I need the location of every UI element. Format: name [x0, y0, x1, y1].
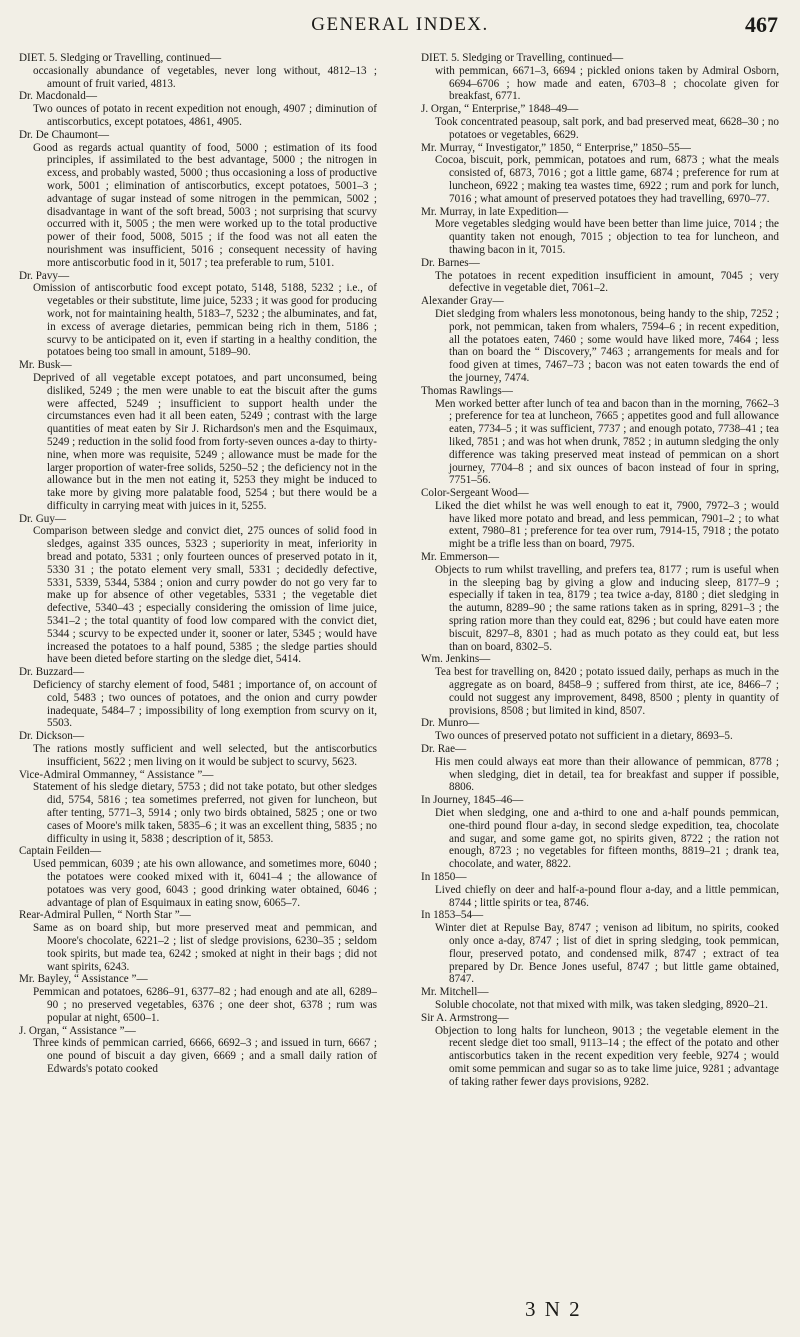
index-entry: The rations mostly sufficient and well selected, but the antiscorbutics insufficient, 5622 ; men living on it would be subject to scurvy, 5623.	[33, 743, 377, 768]
index-entry: Same as on board ship, but more preserved meat and pemmican, and Moore's chocolate, 6221–2 ; list of sledge provisions, 6230–35 ; seldom took spirits, but made tea, 6242 ; smoked at night in their bags ; did not want spirits, 6243.	[33, 922, 377, 973]
witness-name: Dr. Dickson—	[19, 730, 84, 743]
index-entry: Objects to rum whilst travelling, and prefers tea, 8177 ; rum is useful when in the sleeping bag by giving a glow and inducing sleep, 8177–9 ; especially if taken in tea, 8179 ; tea twice a-day, 8180 ; diet sledging in the autumn, 8289–90 ; the same rations taken as in spring, 8291–3 ; the spring ration more than they could eat, 8296 ; but could have eaten more biscuit, 8297–8, 8301 ; had as much potato as they could eat, but less than on board, 8302–5.	[435, 563, 779, 653]
left-column	[19, 52, 377, 1076]
witness-name: In 1850—	[421, 871, 467, 883]
witness-name: Vice-Admiral Ommanney, “ Assistance ”—	[19, 768, 214, 781]
witness-name: Dr. Pavy—	[19, 269, 70, 282]
witness-name: Dr. De Chaumont—	[19, 128, 110, 141]
index-entry: Two ounces of potato in recent expedition not enough, 4907 ; diminution of antiscorbutics, except potatoes, 4861, 4905.	[33, 103, 377, 128]
witness-name: Thomas Rawlings—	[421, 384, 513, 397]
witness-name: Dr. Barnes—	[421, 256, 480, 269]
index-entry: Deprived of all vegetable except potatoes, and part unconsumed, being disliked, 5249 ; the men were unable to eat the biscuit after the gums were affected, 5249 ; insufficient to support health under the circumstances even had it all been eaten, 5249 ; contrast with the large quantities of meat eaten by Sir J. Richardson's men and the Esquimaux, 5249 ; reduction in the solid food from forty-seven ounces a-day to thirty-nine, when more was requisite, 5249 ; allowance must be made for the larger proportion of water-free solids, 5250–52 ; the deficiency not in the allowance but in the men not eating it, 5253 they might be induced to take more by giving more palatable food, 5254 ; but there would be a difficulty in carrying meat with juices in it, 5255.	[33, 371, 377, 512]
witness-name: Mr. Bayley, “ Assistance ”—	[19, 973, 148, 986]
index-entry: Good as regards actual quantity of food, 5000 ; estimation of its food principles, if assimilated to the best advantage, 5000 ; the nitrogen in excess, and probably wasted, 5000 ; thus occasioning a loss of productive work, 5001 ; elimination of antiscorbutics, except potatoes, 5001–3 ; advantage of sugar instead of some nitrogen in the pemmican, 5002 ; disadvantage in want of the soft bread, 5003 ; not surprising that scurvy occurred with it, 5005 ; the men were worked up to the total productive power of their food, 5008, 5015 ; if the food was not all eaten the nourishment was insufficient, 5016 ; consequent necessity of having more antiscorbutic food in it, 5017 ; tea preferable to rum, 5101.	[33, 141, 377, 269]
section-heading: DIET. 5. Sledging or Travelling, continued—	[421, 52, 624, 64]
index-entry: Lived chiefly on deer and half-a-pound flour a-day, and a little pemmican, 8744 ; little spirits or tea, 8746.	[435, 883, 779, 909]
index-entry: Statement of his sledge dietary, 5753 ; did not take potato, but other sledges did, 5754, 5816 ; tea sometimes preferred, not given for luncheon, but after tenting, 5771–3, 5914 ; only two birds obtained, 5825 ; one or two cases of Moore's milk taken, 5835–6 ; it was an excellent thing, 5835 ; no difficulty in using it, 5838 ; description of it, 5853.	[33, 781, 377, 845]
signature-mark: 3 N 2	[525, 1297, 582, 1321]
witness-name: In Journey, 1845–46—	[421, 794, 524, 807]
index-entry: Soluble chocolate, not that mixed with milk, was taken sledging, 8920–21.	[435, 998, 768, 1011]
index-entry: Two ounces of preserved potato not sufficient in a dietary, 8693–5.	[435, 730, 733, 743]
witness-name: Mr. Murray, in late Expedition—	[421, 205, 569, 218]
witness-name: J. Organ, “ Enterprise,” 1848–49—	[421, 103, 579, 116]
index-entry: Objection to long halts for luncheon, 9013 ; the vegetable element in the recent sledge diet too small, 9113–14 ; the effect of the potato and other antiscorbutics taken in the recent expedition very feeble, 9274 ; would omit some pemmican and sugar so as to take lime juice, 9281 ; advantage of taking rather fewer days provisions, 9282.	[435, 1024, 779, 1088]
index-entry: Three kinds of pemmican carried, 6666, 6692–3 ; and issued in turn, 6667 ; one pound of biscuit a day given, 6669 ; and a small daily ration of Edwards's potato cooked	[33, 1037, 377, 1075]
witness-name: Dr. Guy—	[19, 512, 67, 525]
index-entry: Comparison between sledge and convict diet, 275 ounces of solid food in sledges, against 335 ounces, 5323 ; superiority in meat, inferiority in bread and potato, 5331 ; only fourteen ounces of preserved potato in it, 5330 31 ; the potato element very small, 5331 ; decidedly defective, 5331, 5339, 5344, 5384 ; onion and curry powder do not go very far to make up for absence of other vegetables, 5331 ; the vegetable diet defective, 5340–43 ; especially considering the omission of lime juice, 5341–2 ; the total quantity of food low compared with the convict diet, 5344 ; scurvy to be expected under it, sooner or later, 5345 ; would have increased the potatoes to a half pound, 5385 ; the sledge parties should have been dieted before starting on the sledge diet, 5414.	[33, 525, 377, 666]
index-entry: Omission of antiscorbutic food except potato, 5148, 5188, 5232 ; i.e., of vegetables or their substitute, lime juice, 5233 ; it was good for producing work, not for maintaining health, 5183–7, 5232 ; the albuminates, and fat, in excess of average dietaries, pemmican being rich in them, 5186 ; scurvy to be anticipated on it, even if starting in a healthy condition, the potatoes being too small in amount, 5189–90.	[33, 282, 377, 359]
witness-name: Dr. Buzzard—	[19, 666, 84, 679]
running-head	[0, 12, 800, 40]
page-number: 467	[745, 12, 778, 37]
index-entry: Tea best for travelling on, 8420 ; potato issued daily, perhaps as much in the aggregate as on board, 8458–9 ; suffered from thirst, ate ice, 8466–7 ; could not suggest any improvement, 8498, 8500 ; plenty in quantity of provisions, 8508 ; but limited in kind, 8507.	[435, 666, 779, 717]
witness-name: Mr. Busk—	[19, 359, 72, 372]
witness-name: Mr. Murray, “ Investigator,” 1850, “ Enterprise,” 1850–55—	[421, 141, 691, 154]
witness-name: Dr. Munro—	[421, 717, 480, 730]
section-heading: DIET. 5. Sledging or Travelling, continued—	[19, 52, 222, 64]
witness-name: Mr. Mitchell—	[421, 986, 489, 999]
index-entry: Used pemmican, 6039 ; ate his own allowance, and sometimes more, 6040 ; the potatoes were cooked mixed with it, 6041–4 ; the allowance of potatoes was very good, 6043 ; good drinking water obtained, 6046 ; advantage of plan of Esquimaux in eating snow, 6065–7.	[33, 858, 377, 909]
index-entry: Winter diet at Repulse Bay, 8747 ; venison ad libitum, no spirits, cooked only once a-day, 8747 ; list of diet in spring sledging, took pemmican, flour, preserved potato, and condensed milk, 8747 ; extract of tea prepared by Dr. Bence Jones useful, 8747 ; but little game obtained, 8747.	[435, 922, 779, 986]
index-entry: occasionally abundance of vegetables, never long without, 4812–13 ; amount of fruit varied, 4813.	[33, 64, 377, 90]
witness-name: Wm. Jenkins—	[421, 653, 491, 666]
witness-name: Captain Feilden—	[19, 845, 101, 858]
index-entry: Deficiency of starchy element of food, 5481 ; importance of, on account of cold, 5483 ; two ounces of potatoes, and the onion and curry powder inadequate, 5484–7 ; impossibility of long exemption from scurvy on it, 5503.	[33, 679, 377, 730]
witness-name: Dr. Rae—	[421, 743, 467, 756]
witness-name: Dr. Macdonald—	[19, 90, 97, 103]
right-column	[421, 52, 779, 1089]
index-entry: More vegetables sledging would have been better than lime juice, 7014 ; the quantity taken not enough, 7015 ; objection to tea for luncheon, and thawing bacon in it, 7015.	[435, 218, 779, 256]
index-entry: Pemmican and potatoes, 6286–91, 6377–82 ; had enough and ate all, 6289–90 ; no preserved vegetables, 6376 ; one deer shot, 6378 ; rum was popular at night, 6500–1.	[33, 986, 377, 1024]
index-entry: Took concentrated peasoup, salt pork, and bad preserved meat, 6628–30 ; no potatoes or vegetables, 6629.	[435, 115, 779, 141]
index-entry: Diet when sledging, one and a-third to one and a-half pounds pemmican, one-third pound flour a-day, in second sledge expedition, tea, chocolate and sugar, and some game got, no spirits given, 8722 ; the ration not enough, 8723 ; no vegetables for fifteen months, 8819–21 ; drank tea, chocolate, and water, 8822.	[435, 807, 779, 871]
witness-name: Sir A. Armstrong—	[421, 1011, 509, 1024]
witness-name: J. Organ, “ Assistance ”—	[19, 1024, 136, 1037]
witness-name: Mr. Emmerson—	[421, 551, 499, 564]
running-title: GENERAL INDEX.	[311, 14, 489, 35]
witness-name: Color-Sergeant Wood—	[421, 487, 529, 500]
index-entry: Cocoa, biscuit, pork, pemmican, potatoes and rum, 6873 ; what the meals consisted of, 6873, 7016 ; got a little game, 6874 ; preference for rum at luncheon, 6922 ; making tea wastes time, 6922 ; rum and pork for lunch, 7016 ; what amount of preserved potatoes they had travelling, 6970–77.	[435, 154, 779, 205]
witness-name: In 1853–54—	[421, 909, 484, 922]
index-entry: Liked the diet whilst he was well enough to eat it, 7900, 7972–3 ; would have liked more potato and bread, and less pemmican, 7901–2 ; to what extent, 7980–81 ; preference for tea over rum, 7914-15, 7918 ; the potato might be a trifle less than on board, 7975.	[435, 499, 779, 551]
witness-name: Rear-Admiral Pullen, “ North Star ”—	[19, 909, 191, 922]
index-entry: The potatoes in recent expedition insufficient in amount, 7045 ; very defective in vegetable diet, 7061–2.	[435, 269, 779, 295]
index-entry: His men could always eat more than their allowance of pemmican, 8778 ; when sledging, diet in detail, tea for breakfast and supper if possible, 8806.	[435, 755, 779, 794]
index-entry: with pemmican, 6671–3, 6694 ; pickled onions taken by Admiral Osborn, 6694–6706 ; how made and eaten, 6703–8 ; chocolate given for breakfast, 6771.	[435, 64, 779, 103]
index-entry: Diet sledging from whalers less monotonous, being handy to the ship, 7252 ; pork, not pemmican, taken from whalers, 7594–6 ; in recent expedition, all the potatoes eaten, 7460 ; some would have liked more, 7464 ; less than on board the “ Discovery,” 7463 ; arrangements for meals and for food given at times, 7467–73 ; bacon was not eaten towards the end of the journey, 7474.	[435, 307, 779, 384]
index-entry: Men worked better after lunch of tea and bacon than in the morning, 7662–3 ; preference for tea at luncheon, 7665 ; appetites good and full allowance eaten, 7734–5 ; it was sufficient, 7737 ; and enough potato, 7738–41 ; tea liked, 7851 ; and was hot when drunk, 7852 ; in autumn sledging the only difference was taking preserved meat instead of pemmican on a short journey, 7704–8 ; and six ounces of bacon instead of four in spring, 7751–56.	[435, 397, 779, 487]
witness-name: Alexander Gray—	[421, 295, 504, 308]
